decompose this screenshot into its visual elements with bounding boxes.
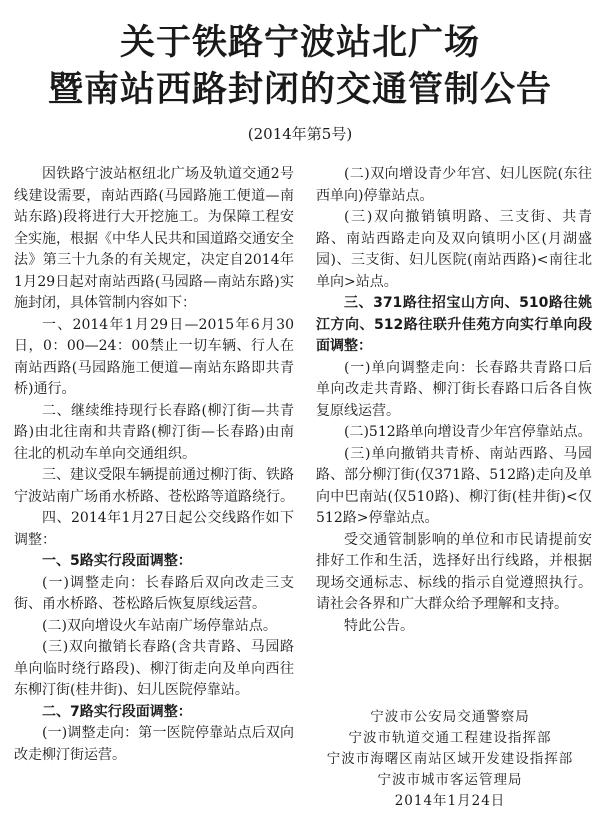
right-column: [316, 164, 592, 637]
paragraph: (一)单向调整走向：长春路共青路口后单向改走共青路、柳汀街长春路口后各自恢复原线运营。: [316, 359, 592, 419]
title-line-2: 暨南站西路封闭的交通管制公告: [47, 70, 552, 110]
paragraph: 受交通管制影响的单位和市民请提前安排好工作和生活，选择好出行线路，并根据现场交通标志、标线的指示自觉遵照执行。请社会各界和广大群众给予理解和支持。: [316, 531, 592, 612]
paragraph: (二)双向增设青少年宫、妇儿医院(东往西单向)停靠站点。: [316, 166, 592, 204]
section-heading: 一、5路实行段面调整：: [42, 553, 192, 569]
signer-passenger-transport: 宁波市城市客运管理局: [377, 772, 523, 788]
paragraph: (三)双向撤销长春路(含共青路、马园路单向临时绕行路段)、柳汀街走向及单向西往东柳汀街(桂井街)、妇儿医院停靠站。: [14, 639, 294, 698]
issue-number: (2014年第5号): [247, 125, 353, 143]
paragraph: (三)双向撤销镇明路、三支街、共青路、南站西路走向及双向镇明小区(月湖盛园)、三支街、妇儿医院(南站西路)<南往北单向>站点。: [316, 209, 592, 290]
paragraph: 因铁路宁波站枢纽北广场及轨道交通2号线建设需要，南站西路(马园路施工便道—南站东路)段将进行大开挖施工。为保障工程安全实施，根据《中华人民共和国道路交通安全法》第三十九条的有关规定，决定自2014年1月29日起对南站西路(马园路—南站东路)实施封闭，具体管制内容如下：: [14, 166, 294, 311]
signature-date: 2014年1月24日: [394, 793, 506, 809]
left-column: [14, 164, 294, 766]
paragraph: (二)512路单向增设青少年宫停靠站点。: [344, 424, 592, 440]
signature-block: [300, 707, 600, 812]
section-heading: 二、7路实行段面调整：: [42, 703, 192, 720]
paragraph: (一)调整走向：第一医院停靠站点后双向改走柳汀街运营。: [14, 725, 294, 763]
signer-rail-transit: 宁波市轨道交通工程建设指挥部: [348, 730, 552, 746]
paragraph: 一、2014年1月29日—2015年6月30日，0：00—24：00禁止一切车辆、行人在南站西路(马园路施工便道—南站东路即共青桥)通行。: [14, 316, 294, 397]
signer-haishu-development: 宁波市海曙区南站区域开发建设指挥部: [326, 751, 574, 767]
paragraph: 二、继续维持现行长春路(柳汀街—共青路)由北往南和共青路(柳汀街—长春路)由南往北的机动车单向交通组织。: [14, 402, 294, 462]
paragraph: (一)调整走向：长春路后双向改走三支街、甬水桥路、苍松路后恢复原线运营。: [14, 574, 294, 612]
section-heading: 三、371路往招宝山方向、510路往姚江方向、512路往联升佳苑方向实行单向段面调整：: [316, 295, 592, 354]
title-line-1: 关于铁路宁波站北广场: [119, 23, 480, 63]
paragraph: (二)双向增设火车站南广场停靠站点。: [42, 617, 277, 634]
paragraph: (三)单向撤销共青桥、南站西路、马园路、部分柳汀街(仅371路、512路)走向及单向中巴南站(仅510路)、柳汀街(桂井街)<仅512路>停靠站点。: [316, 445, 592, 526]
paragraph: 四、2014年1月27日起公交线路作如下调整：: [14, 510, 294, 548]
paragraph: 三、建议受限车辆提前通过柳汀街、铁路宁波站南广场甬水桥路、苍松路等道路绕行。: [14, 467, 294, 505]
notice-title: [0, 20, 600, 114]
signer-traffic-police: 宁波市公安局交通警察局: [370, 709, 530, 725]
paragraph: 特此公告。: [344, 617, 414, 634]
